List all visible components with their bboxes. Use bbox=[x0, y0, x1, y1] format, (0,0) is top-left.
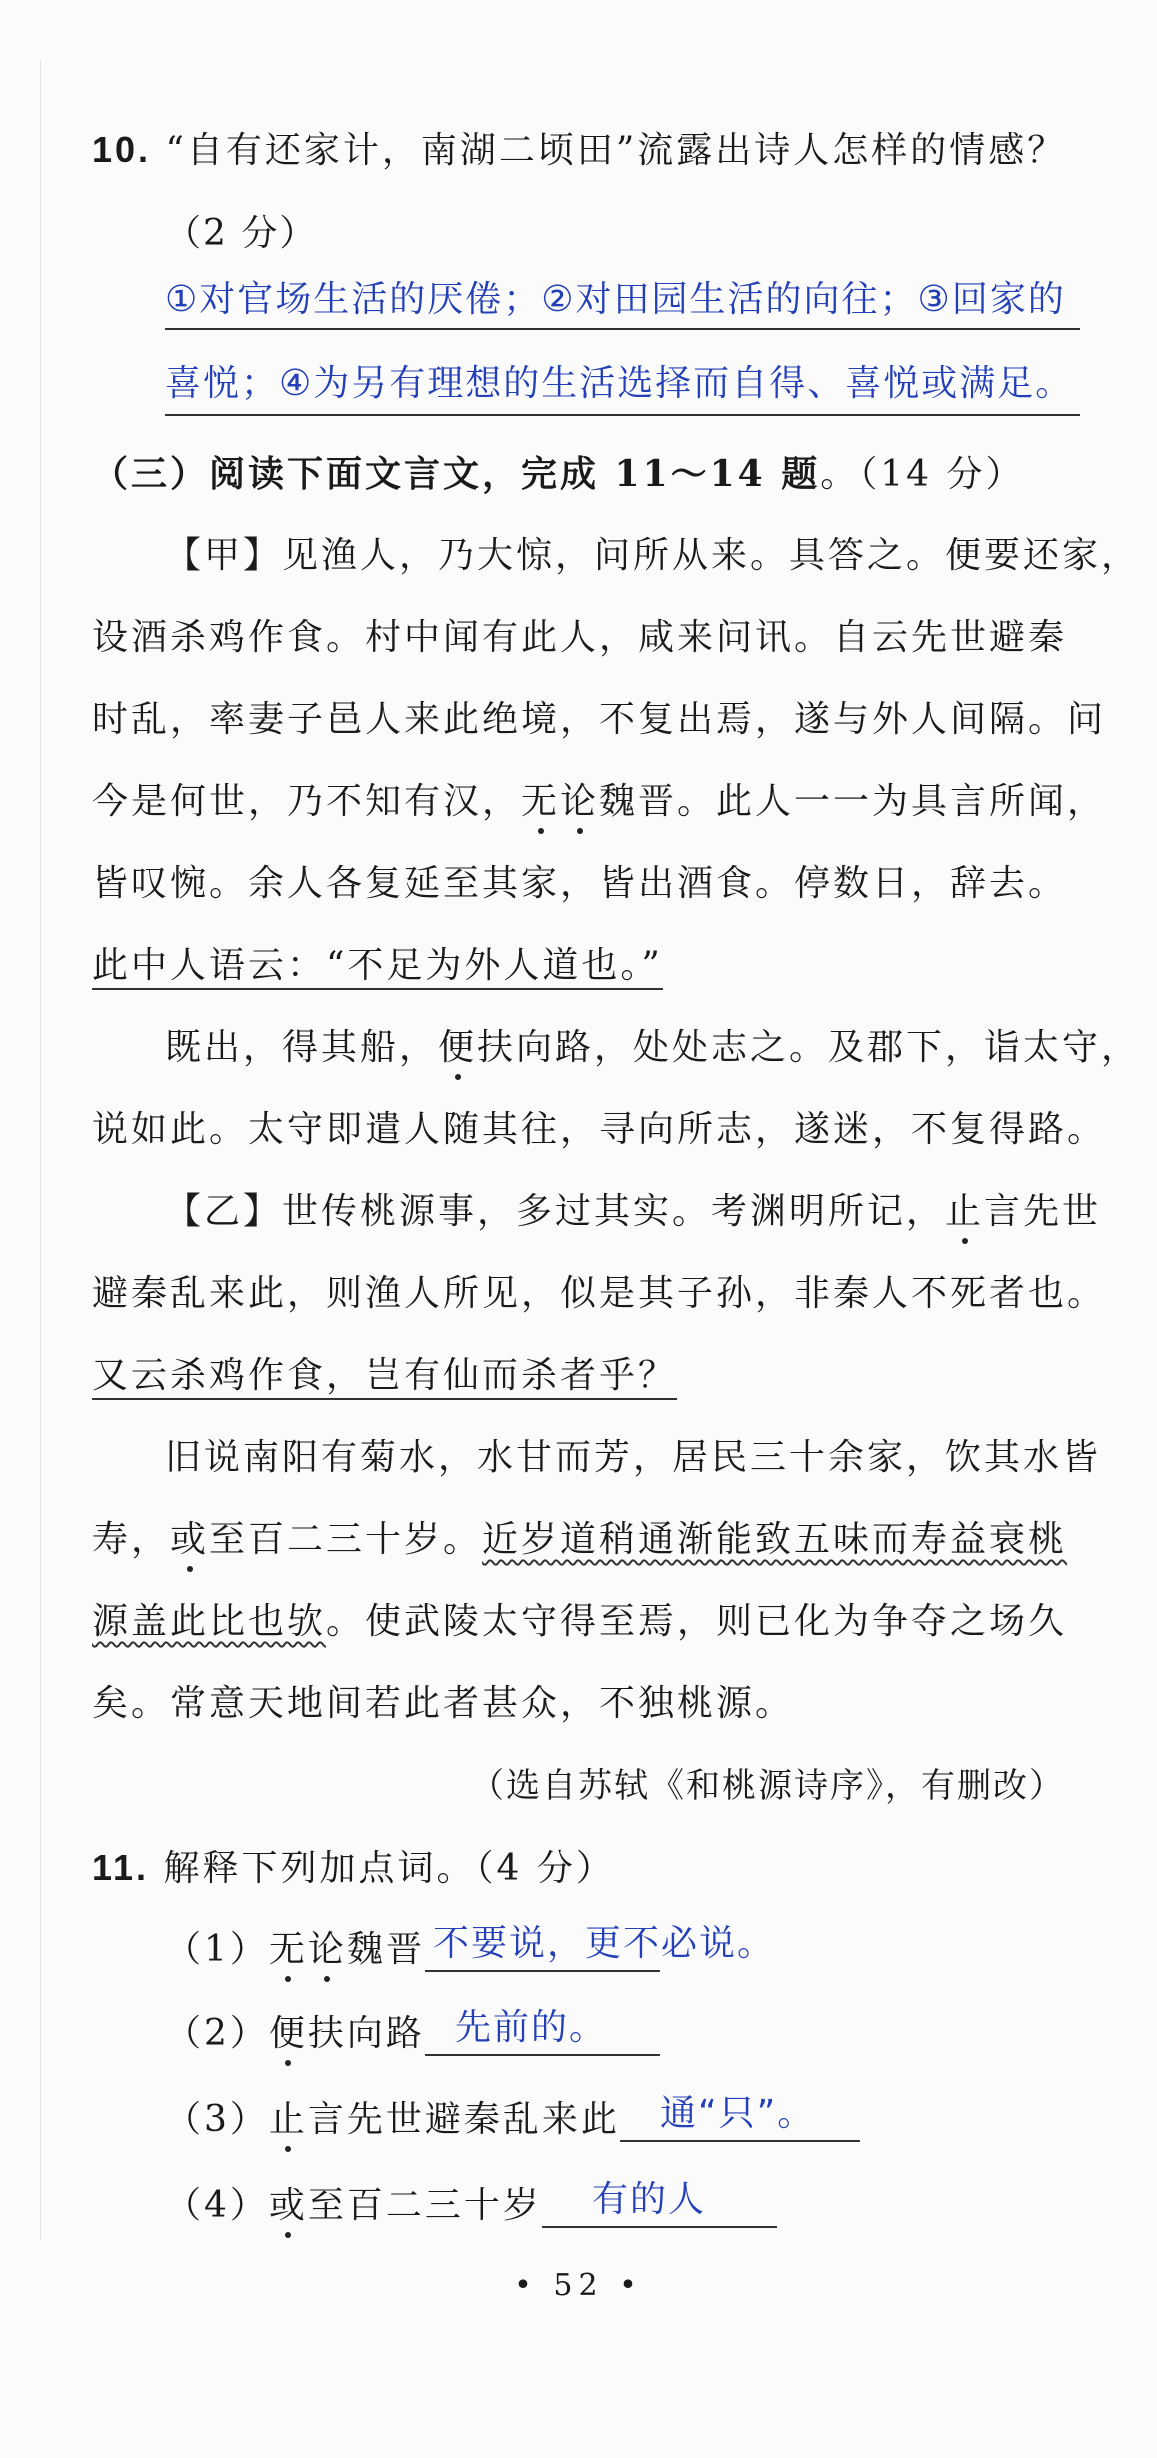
jia-line-4-a: 今是何世，乃不知有汉， bbox=[92, 781, 522, 822]
yi-line-5-b: 至百二三十岁。 bbox=[209, 1519, 483, 1560]
dotted-char-bian: 便 bbox=[268, 2013, 308, 2054]
q11-item-label: （4） bbox=[165, 2185, 269, 2226]
q11-item-text: 至百二三十岁 bbox=[307, 2185, 542, 2226]
yi-line-2: 避秦乱来此，则渔人所见，似是其子孙，非秦人不死者也。 bbox=[92, 1273, 1107, 1314]
jia-line-1: 【甲】见渔人，乃大惊，问所从来。具答之。便要还家， bbox=[165, 535, 1141, 576]
dotted-char-huo: 或 bbox=[170, 1519, 210, 1560]
dotted-char-zhi: 止 bbox=[268, 2099, 308, 2140]
jia-line-8: 说如此。太守即遣人随其往，寻向所志，遂迷，不复得路。 bbox=[92, 1109, 1107, 1150]
q11-item-label: （3） bbox=[165, 2099, 269, 2140]
handwritten-answer: 先前的。 bbox=[454, 2007, 607, 2048]
yi-line-4: 旧说南阳有菊水，水甘而芳，居民三十余家，饮其水皆 bbox=[165, 1437, 1102, 1478]
yi-line-6 bbox=[92, 1600, 1067, 1644]
handwritten-answer: 通“只”。 bbox=[659, 2093, 816, 2134]
handwritten-answer: 有的人 bbox=[591, 2179, 706, 2220]
answer-blank[interactable] bbox=[620, 2093, 860, 2142]
q10-number: 10. bbox=[92, 129, 152, 170]
margin-line bbox=[40, 60, 41, 2240]
q11-item-text: 魏晋 bbox=[346, 1929, 425, 1970]
yi-line-5 bbox=[92, 1518, 1067, 1562]
q10-question bbox=[92, 128, 1066, 173]
jia-line-7-a: 既出，得其船， bbox=[165, 1027, 439, 1068]
q10-answer-line1: ①对官场生活的厌倦；②对田园生活的向往；③回家的 bbox=[165, 279, 1066, 320]
jia-line-2: 设酒杀鸡作食。村中闻有此人，咸来问讯。自云先世避秦 bbox=[92, 617, 1068, 658]
source-citation: （选自苏轼《和桃源诗序》，有删改） bbox=[470, 1766, 1065, 1806]
yi-line-7: 矣。常意天地间若此者甚众，不独桃源。 bbox=[92, 1683, 795, 1724]
jia-line-5: 皆叹惋。余人各复延至其家，皆出酒食。停数日，辞去。 bbox=[92, 863, 1068, 904]
yi-line-3 bbox=[92, 1354, 677, 1398]
q11-item-label: （2） bbox=[165, 2013, 269, 2054]
q11-question bbox=[92, 1846, 615, 1891]
dotted-char-lun: 论 bbox=[560, 781, 600, 822]
q11-number: 11. bbox=[92, 1847, 150, 1888]
section3-score: 。（14 分） bbox=[820, 454, 1025, 495]
q10-answer-rule1 bbox=[165, 328, 1080, 330]
q11-prompt: 解释下列加点词。（4 分） bbox=[163, 1848, 615, 1889]
q11-item-text: 扶向路 bbox=[307, 2013, 425, 2054]
q11-item-4 bbox=[165, 2179, 777, 2228]
yi-wavy-sentence-part1: 近岁道稍通渐能致五味而寿益衰桃 bbox=[482, 1519, 1068, 1560]
q10-text: “自有还家计，南湖二顷田”流露出诗人怎样的情感？ bbox=[165, 130, 1067, 171]
dotted-char-wu: 无 bbox=[268, 1929, 308, 1970]
q11-item-1 bbox=[165, 1923, 775, 1972]
jia-underlined-sentence: 此中人语云：“不足为外人道也。” bbox=[92, 945, 663, 990]
dotted-char-bian: 便 bbox=[438, 1027, 478, 1068]
yi-line-1-b: 言先世 bbox=[984, 1191, 1102, 1232]
answer-blank[interactable] bbox=[542, 2179, 777, 2228]
yi-line-1-a: 【乙】世传桃源事，多过其实。考渊明所记， bbox=[165, 1191, 946, 1232]
q10-score: （2 分） bbox=[165, 213, 318, 254]
answer-blank[interactable] bbox=[425, 2007, 660, 2056]
yi-line-6-b: 。使武陵太守得至焉，则已化为争夺之场久 bbox=[326, 1601, 1068, 1642]
dotted-char-wu: 无 bbox=[521, 781, 561, 822]
handwritten-answer: 不要说，更不必说。 bbox=[432, 1923, 775, 1964]
jia-line-3: 时乱，率妻子邑人来此绝境，不复出焉，遂与外人间隔。问 bbox=[92, 699, 1107, 740]
jia-line-6 bbox=[92, 944, 663, 988]
yi-wavy-sentence-part2: 源盖此比也欤 bbox=[92, 1601, 327, 1642]
jia-line-4-b: 魏晋。此人一一为具言所闻， bbox=[599, 781, 1107, 822]
section3-heading bbox=[92, 452, 1025, 497]
dotted-char-zhi: 止 bbox=[945, 1191, 985, 1232]
jia-line-7 bbox=[165, 1026, 1140, 1070]
section3-title: （三）阅读下面文言文，完成 11～14 题 bbox=[92, 453, 821, 495]
q11-item-text: 言先世避秦乱来此 bbox=[307, 2099, 620, 2140]
page-number: • 52 • bbox=[514, 2268, 643, 2303]
q11-item-2 bbox=[165, 2007, 660, 2056]
yi-line-1 bbox=[165, 1190, 1101, 1234]
q11-item-label: （1） bbox=[165, 1929, 269, 1970]
dotted-char-lun: 论 bbox=[307, 1929, 347, 1970]
yi-underlined-sentence: 又云杀鸡作食，岂有仙而杀者乎？ bbox=[92, 1355, 677, 1400]
dotted-char-huo: 或 bbox=[268, 2185, 308, 2226]
jia-line-4 bbox=[92, 780, 1106, 824]
jia-line-7-b: 扶向路，处处志之。及郡下，诣太守， bbox=[477, 1027, 1141, 1068]
answer-blank[interactable] bbox=[425, 1923, 775, 1972]
q10-answer-line2: 喜悦；④为另有理想的生活选择而自得、喜悦或满足。 bbox=[165, 363, 1074, 404]
q11-item-3 bbox=[165, 2093, 860, 2142]
yi-line-5-a: 寿， bbox=[92, 1519, 171, 1560]
q10-answer-rule2 bbox=[165, 414, 1080, 416]
